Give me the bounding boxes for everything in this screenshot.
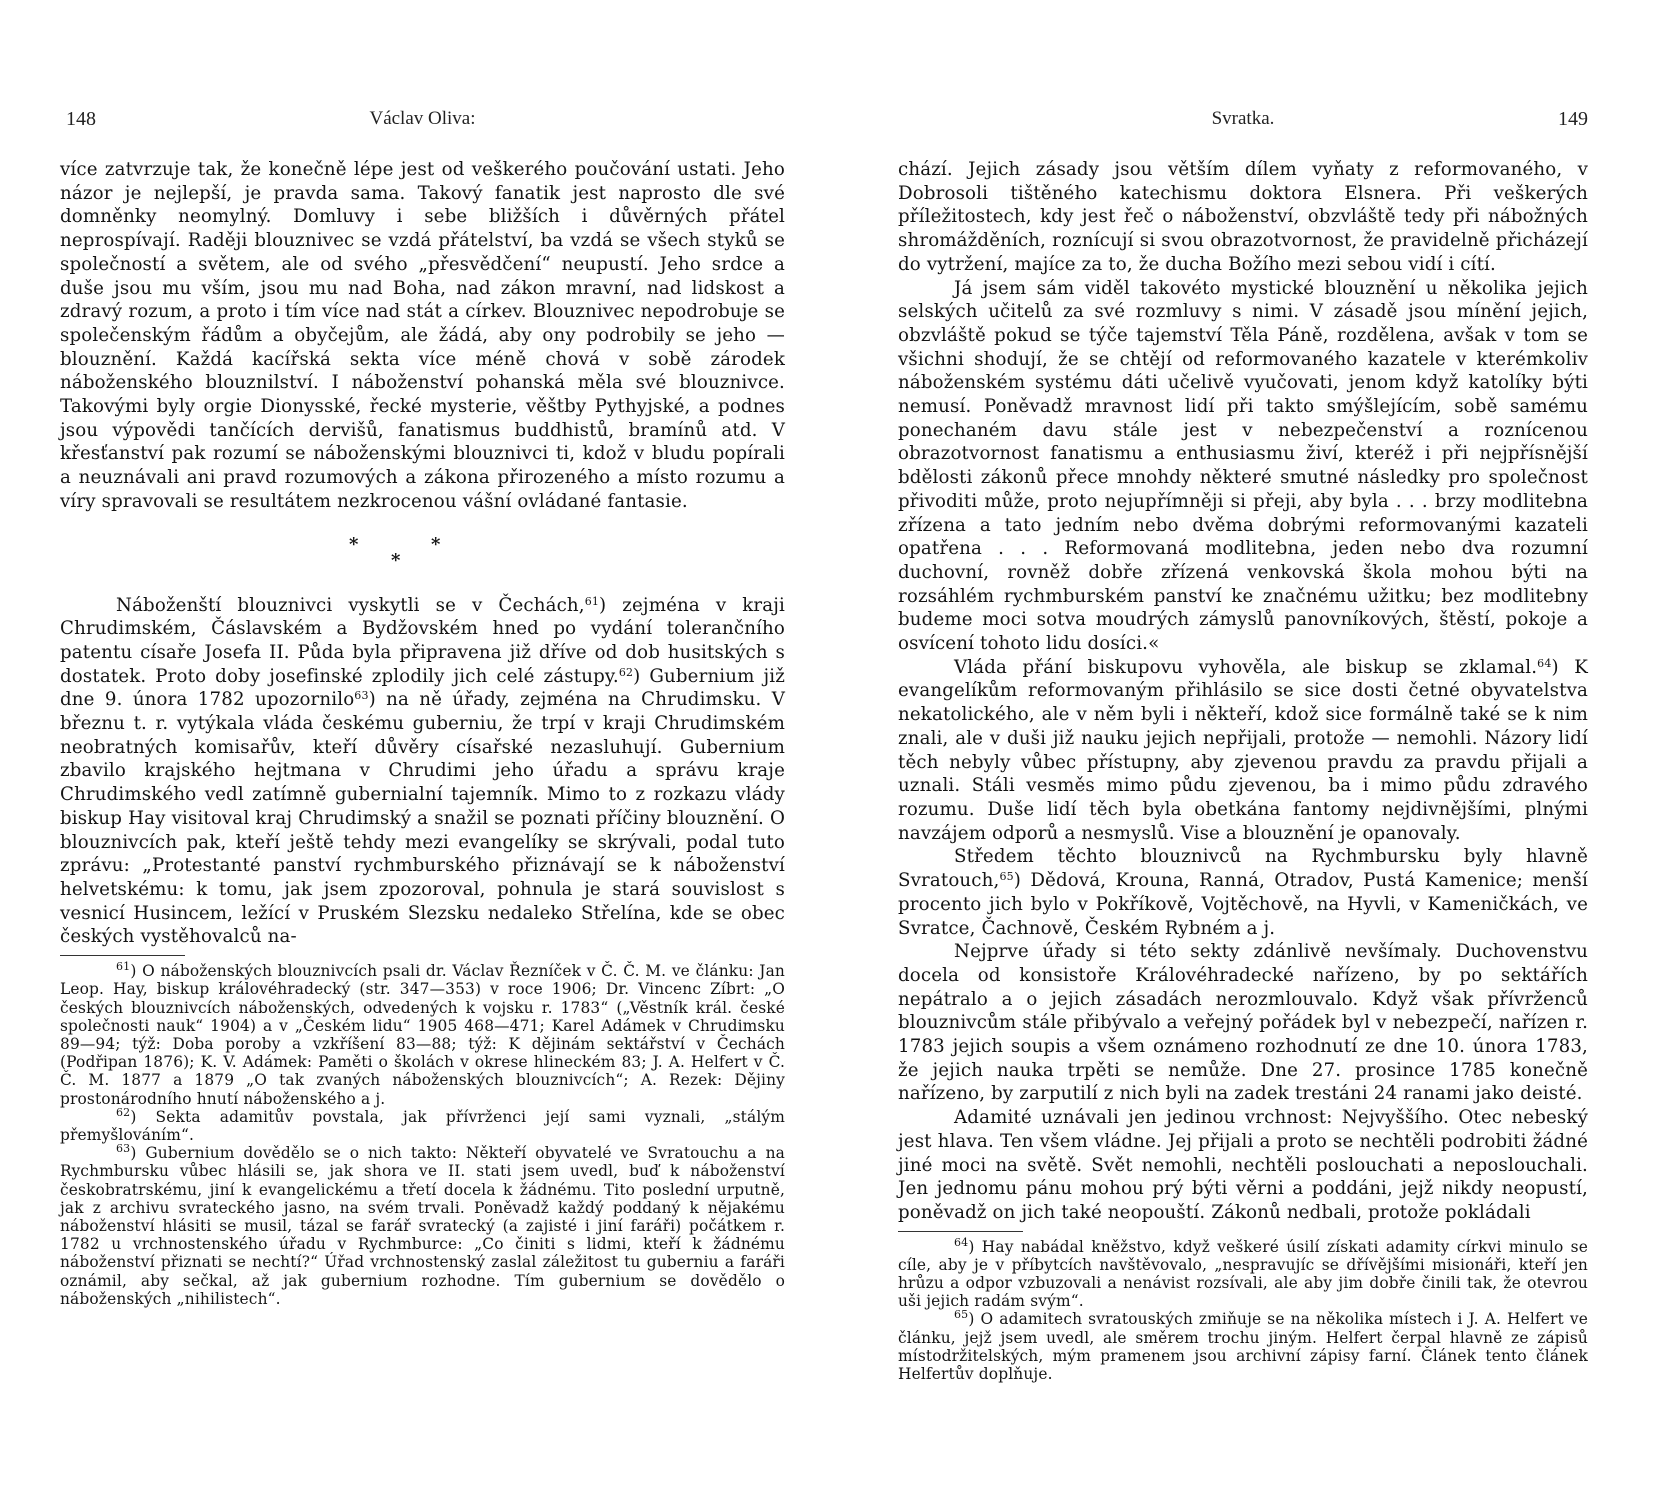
star-2: * xyxy=(431,533,441,555)
star-3: * xyxy=(391,549,401,571)
left-running-title: Václav Oliva: xyxy=(369,108,476,129)
right-paragraph-5: Nejprve úřady si této sekty zdánlivě nevšímaly. Duchovenstvu docela od konsistoře Královéhradecké nařízeno, by po sektářích nepátralo a o jejich zásadách nerozmlouvalo. Když však přívrženců blouznivcům stále přibývalo a veřejný pořádek byl v nebezpečí, nařízen r. 1783 jejich soupis a všem oznámeno rozhodnutí ze dne 10. února 1783, že jejich nauka trpěti se nemůže. Dne 27. prosince 1785 konečně nařízeno, by zarputilí z nich byli na zadek trestáni 24 ranami jako deisté. xyxy=(898,941,1588,1105)
left-page-body xyxy=(60,158,785,1308)
left-footnotes xyxy=(60,962,785,1308)
footnote-65: $^{65}$) O adamitech svratouských zmiňuje se na několika místech i J. A. Helfert ve článku, jejž jsem uvedl, ale směrem trochu jiným. Helfert čerpal hlavně ze zápisů místodržitelských, mým pramenem jsou archivní zápisy farní. Článek tento článek Helfertův doplňuje. xyxy=(898,1308,1588,1384)
right-running-title: Svratka. xyxy=(1211,108,1275,129)
section-break-stars xyxy=(60,528,785,572)
star-1: * xyxy=(349,533,359,555)
footnote-ref-63: 63 xyxy=(354,689,369,703)
footnote-separator xyxy=(898,1231,1023,1232)
footnote-ref-65: 65 xyxy=(999,870,1014,884)
left-paragraph-2: Náboženští blouznivci vyskytli se v Čechách,$^{61}$) zejména v kraji Chrudimském, Čáslavském a Bydžovském hned po vydání tolerančního patentu císaře Josefa II. Půda byla připravena již dříve od dob husitských s dostatek. Proto doby josefinské zplodily jich celé zástupy.$^{62}$) Gubernium již dne 9. února 1782 upozornilo$^{63}$) na ně úřady, zejména na Chrudimsku. V březnu t. r. vytýkala vláda českému guberniu, že trpí v kraji Chrudimském neobratných komisařův, kteří důvěry císařské nezasluhují. Gubernium zbavilo krajského hejtmana v Chrudimi jeho úřadu a správu kraje Chrudimského vedl zatímně gubernialní tajemník. Mimo to z rozkazu vlády biskup Hay visitoval kraj Chrudimský a snažil se poznati příčiny blouznění. O blouznivcích pak, kteří ještě tehdy mezi evangelíky se skrývali, podal tuto zprávu: „Protestanté panství rychmburského přiznávají se k náboženství helvetskému: k tomu, jak jsem zpozoroval, pohnula je stará souvislost s vesnicí Husincem, ležící v Pruském Slezsku nedaleko Střelína, kde se obec českých vystěhovalců na- xyxy=(60,594,785,948)
right-page-number: 149 xyxy=(1558,108,1588,130)
right-paragraph-6: Adamité uznávali jen jedinou vrchnost: Nejvyššího. Otec nebeský jest hlava. Ten všem vládne. Jej přijali a proto se nechtěli podrobiti žádné jiné moci na světě. Svět nemohli, nechtěli poslouchati a neposlouchali. Jen jednomu pánu mohou prý býti věrni a poddáni, jejž nikdy neopustí, poněvadž on jich také neopouští. Zákonů nedbali, protože pokládali xyxy=(898,1107,1588,1223)
footnote-ref-64: 64 xyxy=(1537,656,1552,670)
footnote-separator xyxy=(60,955,185,956)
left-paragraph-1: více zatvrzuje tak, že konečně lépe jest od veškerého poučování ustati. Jeho názor je nejlepší, je pravda sama. Takový fanatik jest naprosto dle své domněnky neomylný. Domluvy i sebe bližších i důvěrných přátel neprospívají. Raději blouznivec se vzdá přátelství, ba vzdá se všech styků se společností a světem, ale od svého „přesvědčení“ neupustí. Jeho srdce a duše jsou mu vším, jsou mu nad Boha, nad zákon mravní, nad lidskost a zdravý rozum, a proto i tím více nad stát a církev. Blouznivec nepodrobuje se společenským řádům a obyčejům, ale žádá, aby ony podrobily se jeho — blouznění. Každá kacířská sekta více méně chová v sobě zárodek náboženského blouznilství. I náboženství pohanská měla své blouznivce. Takovými byly orgie Dionysské, řecké mysterie, věštby Pythyjské, a podnes jsou výpovědi tančících dervišů, fanatismus buddhistů, bramínů atd. V křesťanství pak rozumí se náboženskými blouznivci ti, kdož v bludu popírali a neuznávali ani pravd rozumových a zákona přirozeného a místo rozumu a víry spravovali se resultátem nezkrocenou vášní ovládané fantasie. xyxy=(60,159,785,512)
right-paragraph-4: Středem těchto blouznivců na Rychmbursku byly hlavně Svratouch,$^{65}$) Dědová, Krouna, Ranná, Otradov, Pustá Kamenice; menší procento jich bylo v Pokříkově, Vojtěchově, na Hyvli, v Kameničkách, ve Svratce, Čachnově, Českém Rybném a j. xyxy=(898,846,1588,939)
footnote-ref-62: 62 xyxy=(618,665,634,679)
footnote-62: $^{62}$) Sekta adamitův povstala, jak přívrženci její sami vyznali, „stálým přemyšlováním“. xyxy=(60,1105,785,1144)
right-paragraph-2: Já jsem sám viděl takovéto mystické blouznění u několika jejich selských učitelů za své rozmluvy s nimi. V zásadě jsou mínění jejich, obzvláště pokud se týče tajemství Těla Páně, rozdělena, avšak v tom se všichni shodují, že se chtějí od reformovaného kazatele v kterémkoliv náboženském systému dáti učelivě vyučovati, jenom když katolíky býti nemusí. Poněvadž mravnost lidí při takto smýšlejícím, sobě samému ponechaném davu stále jest v nebezpečenství a roznícenou obrazotvornost fanatismu a enthusiasmu živí, kteréž i při nejpřísnější bdělosti zákonů přece mnohdy některé smutné následky pro společnost přivoditi může, proto nejupřímněji si přeji, aby byla . . . brzy modlitebna zřízena a tato jedním nebo dvěma dobrými reformovanými kazateli opatřena . . . Reformovaná modlitebna, jeden nebo dva rozumní duchovní, rovněž dobře zřízená venkovská škola mohou býti na rozsáhlém rychmburském panství ke značnému užitku; bez modlitebny budeme moci sotva moudrých zámyslů panovníkových, štěstí, pokoje a osvícení tohoto lidu dosíci.« xyxy=(898,277,1588,655)
footnote-61: $^{61}$) O náboženských blouznivcích psali dr. Václav Řezníček v Č. Č. M. ve článku: Jan Leop. Hay, biskup královéhradecký (str. 347—353) v roce 1906; Dr. Vincenc Zíbrt: „O českých blouznivcích náboženských, odvedených k vojsku r. 1783“ („Věstník král. české společnosti nauk“ 1904) a v „Českém lidu“ 1905 468—471; Karel Adámek v Chrudimsku 89—94; týž: Doba poroby a vzkříšení 83—88; týž: K dějinám sektářství v Čechách (Podřipan 1876); K. V. Adámek: Paměti o školách v okrese hlineckém 83; J. A. Helfert v Č. Č. M. 1877 a 1879 „O tak zvaných náboženských blouznivcích“; A. Rezek: Dějiny prostonárodního hnutí náboženského a j. xyxy=(60,960,785,1108)
footnote-64: $^{64}$) Hay nabádal kněžstvo, když veškeré úsilí získati adamity církvi minulo se cíle, aby je v příbytcích navštěvovalo, „nespravujíc se dřívějšími misionáři, kteří jen hrůzu a odpor vzbuzovali a nenávist rozsívali, ale aby jim dobře činili tak, že otevrou uši jejich radám svým“. xyxy=(898,1235,1588,1311)
left-page-number: 148 xyxy=(66,108,96,130)
right-page-body xyxy=(898,158,1588,1383)
footnote-ref-61: 61 xyxy=(584,594,600,608)
right-paragraph-1: chází. Jejich zásady jsou větším dílem vyňaty z reformovaného, v Dobrosoli tištěného katechismu doktora Elsnera. Při veškerých příležitostech, kdy jest řeč o náboženství, obzvláště tedy při nábožných shromážděních, roznícují si svou obrazotvornost, že pravidelně přicházejí do vytržení, majíce za to, že ducha Božího mezi sebou vidí i cítí. xyxy=(898,159,1588,275)
right-footnotes xyxy=(898,1235,1588,1384)
right-paragraph-3: Vláda přání biskupovu vyhověla, ale biskup se zklamal.$^{64}$) K evangelíkům reformovaným přihlásilo se sice dosti četné obyvatelstva nekatolického, ale v něm byli i někteří, kdož sice formálně také se k nim znali, ale v duši již nauku jejich nepřijali, protože — nemohli. Názory lidí těch nebyly vůbec přístupny, aby zjevenou pravdu za pravdu přijali a uznali. Stáli vesměs mimo půdu zjevenou, ba i mimo půdu zdravého rozumu. Duše lidí těch byla obetkána fantomy nejdivnějšími, plnými navzájem odporů a nesmyslů. Vise a blouznění je opanovaly. xyxy=(898,656,1588,844)
footnote-63: $^{63}$) Gubernium dovědělo se o nich takto: Někteří obyvatelé ve Svratouchu a na Rychmbursku vůbec hlásili se, jak shora ve II. stati jsem uvedl, buď k náboženství českobratrskému, jiní k evangelickému a třetí docela k žádnému. Tito poslední urputně, jak z archivu svrateckého jasno, na svém trvali. Poněvadž každý poddaný k nějakému náboženství hlásiti se musil, tázal se farář svratecký (a zajisté i jiní faráři) počátkem r. 1782 u vrchnostenského úřadu v Rychmburce: „Co činiti s lidmi, kteří k žádnému náboženství přiznati se nechtí?“ Úřad vrchnostenský zaslal záležitost tu guberniu a faráři oznámil, aby sečkal, až jak gubernium rozhodne. Tím gubernium se dovědělo o náboženských „nihilistech“. xyxy=(60,1142,785,1308)
